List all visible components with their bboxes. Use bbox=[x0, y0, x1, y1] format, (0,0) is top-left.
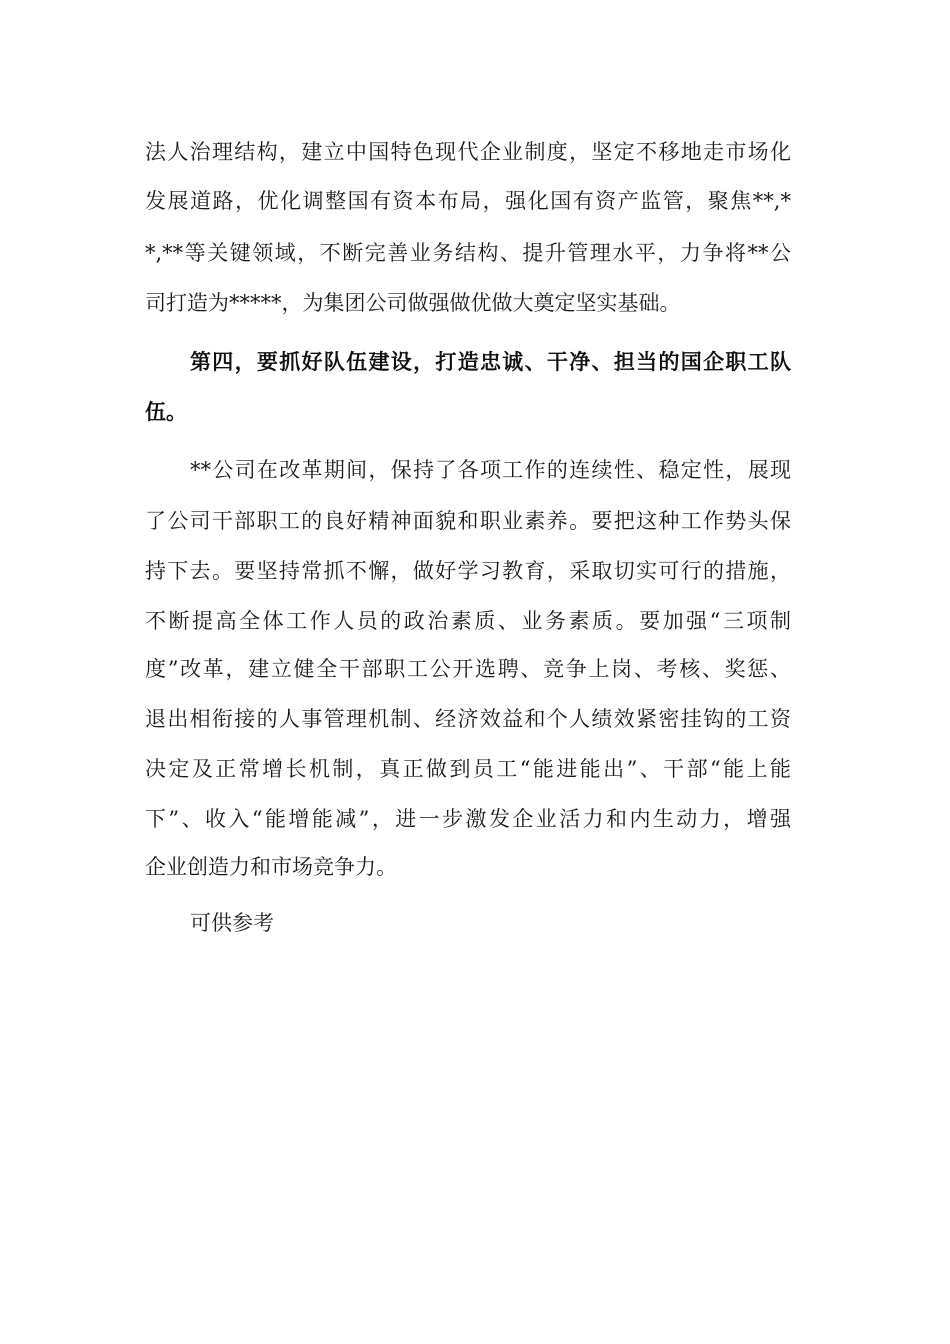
section-heading-line: 第四，要抓好队伍建设，打造忠诚、干净、担当的国企职工队 bbox=[190, 350, 791, 374]
paragraph-line: 司打造为*****，为集团公司做强做优做大奠定坚实基础。 bbox=[145, 291, 681, 315]
paragraph-line: 度”改革，建立健全干部职工公开选聘、竞争上岗、考核、奖惩、 bbox=[145, 657, 791, 681]
paragraph-line: 持下去。要坚持常抓不懈，做好学习教育，采取切实可行的措施， bbox=[145, 559, 791, 583]
paragraph-line: 法人治理结构，建立中国特色现代企业制度，坚定不移地走市场化 bbox=[145, 140, 791, 164]
paragraph-line: 发展道路，优化调整国有资本布局，强化国有资产监管，聚焦**,* bbox=[145, 189, 791, 213]
section-heading-line: 伍。 bbox=[145, 400, 187, 424]
paragraph-line: 了公司干部职工的良好精神面貌和职业素养。要把这种工作势头保 bbox=[145, 509, 791, 533]
paragraph-line: 下”、收入“能增能减”，进一步激发企业活力和内生动力，增强 bbox=[145, 807, 791, 831]
paragraph-line: 退出相衔接的人事管理机制、经济效益和个人绩效紧密挂钩的工资 bbox=[145, 707, 791, 731]
paragraph-line: 企业创造力和市场竞争力。 bbox=[145, 855, 397, 879]
closing-note: 可供参考 bbox=[190, 911, 274, 935]
paragraph-line: *,**等关键领域，不断完善业务结构、提升管理水平，力争将**公 bbox=[145, 241, 791, 265]
paragraph-line: **公司在改革期间，保持了各项工作的连续性、稳定性，展现 bbox=[190, 458, 791, 482]
paragraph-line: 决定及正常增长机制，真正做到员工“能进能出”、干部“能上能 bbox=[145, 757, 791, 781]
paragraph-line: 不断提高全体工作人员的政治素质、业务素质。要加强“三项制 bbox=[145, 609, 791, 633]
